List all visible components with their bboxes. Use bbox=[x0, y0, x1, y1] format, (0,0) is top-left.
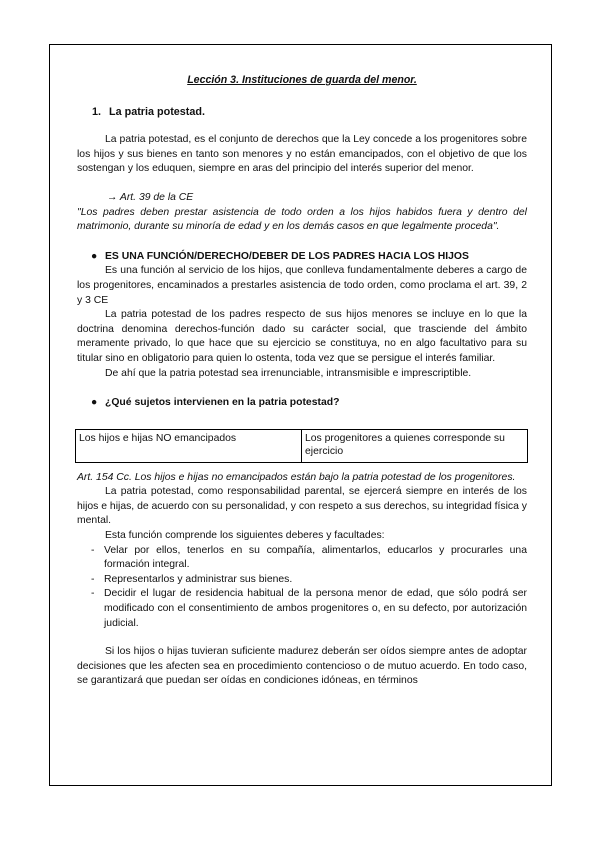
bullet-heading-funcion bbox=[91, 250, 527, 265]
sujetos-table bbox=[75, 429, 528, 463]
bullet-heading-sujetos bbox=[91, 396, 527, 411]
lesson-title: Lección 3. Instituciones de guarda del menor. bbox=[187, 74, 417, 86]
article-154-quote: Art. 154 Cc. Los hijos e hijas no emancipados están bajo la patria potestad de los progenitores. bbox=[77, 471, 516, 483]
funcion-paragraph-1: Es una función al servicio de los hijos, que conlleva fundamentalmente deberes a cargo de los progenitores, encaminados a prestarles asistencia de todo orden, como proclama el art. 39, 2 y 3 CE bbox=[77, 265, 527, 306]
spacer bbox=[77, 631, 527, 645]
bullet-heading-text: ES UNA FUNCIÓN/DERECHO/DEBER DE LOS PADRES HACIA LOS HIJOS bbox=[105, 250, 469, 262]
deberes-intro-paragraph: Esta función comprende los siguientes deberes y facultades: bbox=[105, 530, 385, 542]
table-cell-hijos: Los hijos e hijas NO emancipados bbox=[76, 429, 302, 462]
section-number: 1. bbox=[92, 105, 102, 118]
dash-marker: - bbox=[91, 544, 95, 556]
article-quote: "Los padres deben prestar asistencia de todo orden a los hijos habidos fuera y dentro del matrimonio, durante su minoría de edad y en los demás casos en que legalmente proceda". bbox=[77, 206, 527, 233]
bullet-icon: ● bbox=[91, 250, 98, 262]
page-frame bbox=[49, 44, 552, 786]
dash-marker: - bbox=[91, 573, 95, 585]
section-heading-text: La patria potestad. bbox=[109, 105, 205, 118]
list-item bbox=[77, 544, 527, 573]
bullet-heading-text: ¿Qué sujetos intervienen en la patria potestad? bbox=[105, 397, 340, 409]
list-item-text: Representarlos y administrar sus bienes. bbox=[104, 573, 293, 585]
table-row bbox=[76, 429, 528, 462]
list-item-text: Decidir el lugar de residencia habitual de la persona menor de edad, que sólo podrá ser modificado con el consentimiento de ambos progenitores o, en su defecto, por autorización judicial. bbox=[104, 588, 527, 629]
list-item-text: Velar por ellos, tenerlos en su compañía, alimentarlos, educarlos y procurarles una formación integral. bbox=[104, 544, 527, 571]
madurez-paragraph: Si los hijos o hijas tuvieran suficiente madurez deberán ser oídos siempre antes de adoptar decisiones que les afecten sea en procedimiento contencioso o de mutuo acuerdo. En todo caso, se garantizará que puedan ser oídas en condiciones idóneas, en términos bbox=[77, 646, 527, 687]
list-item bbox=[77, 573, 527, 588]
article-reference: → Art. 39 de la CE bbox=[107, 191, 194, 203]
responsabilidad-paragraph: La patria potestad, como responsabilidad parental, se ejercerá siempre en interés de los hijos e hijas, de acuerdo con su personalidad, y con respeto a sus derechos, su integridad física y mental. bbox=[77, 486, 527, 527]
list-item bbox=[77, 587, 527, 631]
document-body bbox=[77, 73, 527, 689]
section-heading-patria-potestad bbox=[92, 105, 527, 120]
deberes-list bbox=[77, 544, 527, 632]
funcion-paragraph-3: De ahí que la patria potestad sea irrenunciable, intransmisible e imprescriptible. bbox=[105, 367, 472, 379]
table-cell-progenitores: Los progenitores a quienes corresponde su ejercicio bbox=[302, 429, 528, 462]
bullet-icon: ● bbox=[91, 397, 98, 409]
dash-marker: - bbox=[91, 588, 95, 600]
definition-paragraph: La patria potestad, es el conjunto de derechos que la Ley concede a los progenitores sobre los hijos y sus bienes en tanto son menores y no están emancipados, con el objetivo de que los sostengan y los eduquen, siempre en aras del principio del interés superior del menor. bbox=[77, 134, 527, 175]
funcion-paragraph-2: La patria potestad de los padres respecto de sus hijos menores se incluye en lo que la doctrina denomina derechos-función dado su carácter social, que trasciende del ámbito meramente privado, lo que hace que su ejercicio se constituya, no en algo facultativo para su titular sino en obligatorio para quien lo ostenta, toda vez que se persigue el interés familiar. bbox=[77, 309, 527, 364]
